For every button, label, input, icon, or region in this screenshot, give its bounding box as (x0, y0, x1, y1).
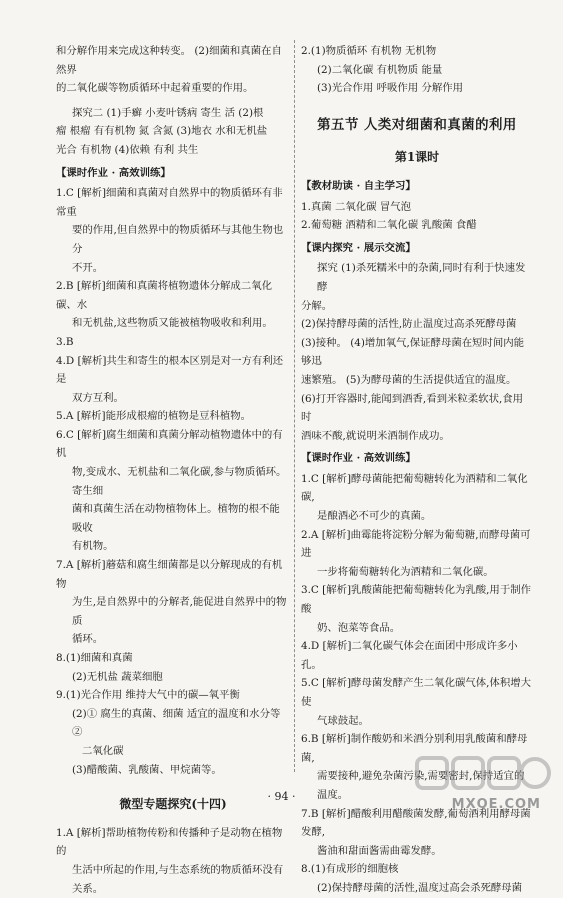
answer-6-line-1: 6.C [解析]腐生细菌和真菌分解动植物遗体中的有机 (56, 428, 283, 460)
inclass-line-3: (2)保持酵母菌的活性,防止温度过高杀死酵母菌 (301, 318, 517, 331)
r-answer-8-line-2: (2)保持酵母菌的活性,温度过高会杀死酵母菌 (317, 881, 523, 894)
r-answer-6-line-2: 需要接种,避免杂菌污染,需要密封,保持适宜的温度。 (317, 770, 525, 801)
micro-answer-line-1: 1.A [解析]帮助植物传粉和传播种子是动物在植物的 (56, 826, 283, 858)
section-title: 第五节 人类对细菌和真菌的利用 (317, 116, 517, 133)
answer-1-line-1: 1.C [解析]细菌和真菌对自然界中的物质循环有非常重 (56, 187, 283, 218)
answer-8-line-2: (2)无机盐 蔬菜细胞 (72, 670, 163, 683)
answer-2-line-2: 和无机盐,这些物质又能被植物吸收和利用。 (72, 317, 273, 330)
textbook-line-1: 1.真菌 二氧化碳 冒气泡 (301, 200, 412, 213)
answer-3-line-1: 3.B (56, 335, 74, 348)
answer-4-line-1: 4.D [解析]共生和寄生的根本区别是对一方有利还是 (56, 354, 284, 386)
answer-4-line-2: 双方互利。 (72, 391, 124, 404)
inclass-heading: 【课内探究 · 展示交流】 (301, 241, 416, 254)
answer-2-line-1: 2.B [解析]细菌和真菌将植物遗体分解成二氧化碳、水 (56, 280, 272, 311)
explore2-line-2: 瘤 根瘤 有有机物 氮 含氮 (3)地衣 水和无机盐 (56, 125, 268, 138)
micro-topic-title: 微型专题探究(十四) (119, 797, 227, 812)
r-answer-7-line-2: 酱油和甜面酱需曲霉发酵。 (317, 844, 442, 857)
micro-answer-line-2: 生活中所起的作用,与生态系统的物质循环没有关系。 (72, 863, 284, 895)
lesson-title: 第1课时 (394, 150, 440, 165)
right-top-line-1: 2.(1)物质循环 有机物 无机物 (301, 45, 437, 57)
textbook-reading-heading: 【教材助读 · 自主学习】 (301, 179, 416, 192)
inclass-line-5: 速繁殖。 (5)为酵母菌的生活提供适宜的温度。 (301, 373, 517, 386)
answer-9-line-1: 9.(1)光合作用 维持大气中的碳—氧平衡 (56, 689, 240, 702)
answer-9-line-3: 二氧化碳 (82, 744, 124, 757)
watermark-text: MXQE.COM (451, 797, 541, 812)
textbook-line-2: 2.葡萄糖 酒精和二氧化碳 乳酸菌 食醋 (301, 219, 477, 232)
r-answer-2-line-1: 2.A [解析]曲霉能将淀粉分解为葡萄糖,而酵母菌可进 (301, 528, 531, 560)
r-answer-6-line-1: 6.B [解析]制作酸奶和米酒分别利用乳酸菌和酵母菌, (301, 733, 528, 764)
right-top-line-3: (3)光合作用 呼吸作用 分解作用 (317, 82, 464, 95)
column-divider (294, 40, 295, 772)
answer-6-line-2: 物,变成水、无机盐和二氧化碳,参与物质循环。寄生细 (72, 466, 287, 497)
section-homework-heading: 【课时作业 · 高效训练】 (56, 166, 171, 179)
explore2-line-3: 光合 有机物 (4)依赖 有利 共生 (56, 143, 199, 156)
r-answer-3-line-2: 奶、泡菜等食品。 (317, 621, 401, 634)
r-answer-5-line-2: 气球鼓起。 (317, 714, 369, 727)
answer-6-line-4: 有机物。 (72, 540, 114, 553)
r-answer-7-line-1: 7.B [解析]醋酸利用醋酸菌发酵,葡萄酒利用酵母菌发酵, (301, 807, 531, 839)
right-top-line-2: (2)二氧化碳 有机物质 能量 (317, 63, 443, 76)
answer-8-line-1: 8.(1)细菌和真菌 (56, 652, 133, 664)
inclass-line-2: 分解。 (301, 299, 333, 312)
answer-7-line-3: 循环。 (72, 633, 104, 646)
left-intro-line-1: 和分解作用来完成这种转变。 (2)细菌和真菌在自然界 (56, 45, 282, 76)
right-homework-heading: 【课时作业 · 高效训练】 (301, 452, 416, 465)
left-intro-line-2: 的二氧化碳等物质循环中起着重要的作用。 (56, 82, 254, 95)
r-answer-1-line-1: 1.C [解析]酵母菌能把葡萄糖转化为酒精和二氧化碳, (301, 472, 528, 504)
r-answer-2-line-2: 一步将葡萄糖转化为酒精和二氧化碳。 (317, 565, 494, 578)
watermark-logo-icon (413, 752, 553, 798)
answer-6-line-3: 菌和真菌生活在动物植物体上。植物的根不能吸收 (72, 503, 280, 534)
r-answer-4-line-1: 4.D [解析]二氧化碳气体会在面团中形成许多小孔。 (301, 640, 518, 671)
explore2-line-1: 探究二 (1)手癣 小麦叶锈病 寄生 活 (2)根 (72, 106, 264, 119)
r-answer-5-line-1: 5.C [解析]酵母菌发酵产生二氧化碳气体,体积增大使 (301, 677, 531, 708)
answer-7-line-2: 为生,是自然界中的分解者,能促进自然界中的物质 (72, 596, 287, 627)
answer-7-line-1: 7.A [解析]蘑菇和腐生细菌都是以分解现成的有机物 (56, 559, 283, 590)
answer-1-line-3: 不开。 (72, 261, 104, 274)
page-number: · 94 · (267, 790, 296, 803)
answer-9-line-2: (2)① 腐生的真菌、细菌 适宜的温度和水分等 ② (72, 707, 281, 739)
inclass-line-1: 探究 (1)杀死糯米中的杂菌,同时有利于快速发酵 (317, 262, 526, 293)
inclass-line-6: (6)打开容器时,能闻到酒香,看到米粒柔软状,食用时 (301, 392, 524, 424)
r-answer-3-line-1: 3.C [解析]乳酸菌能把葡萄糖转化为乳酸,用于制作酸 (301, 584, 531, 616)
r-answer-8-line-1: 8.(1)有成形的细胞核 (301, 863, 399, 876)
answer-1-line-2: 要的作用,但自然界中的物质循环与其他生物也分 (72, 224, 284, 255)
answer-9-line-4: (3)醋酸菌、乳酸菌、甲烷菌等。 (72, 763, 222, 776)
inclass-line-7: 酒味不酸,就说明米酒制作成功。 (301, 429, 450, 442)
left-column (56, 42, 290, 898)
r-answer-1-line-2: 是酿酒必不可少的真菌。 (317, 510, 432, 523)
answer-5-line-1: 5.A [解析]能形成根瘤的植物是豆科植物。 (56, 410, 252, 423)
inclass-line-4: (3)接种。 (4)增加氧气,保证酵母菌在短时间内能够迅 (301, 336, 525, 368)
